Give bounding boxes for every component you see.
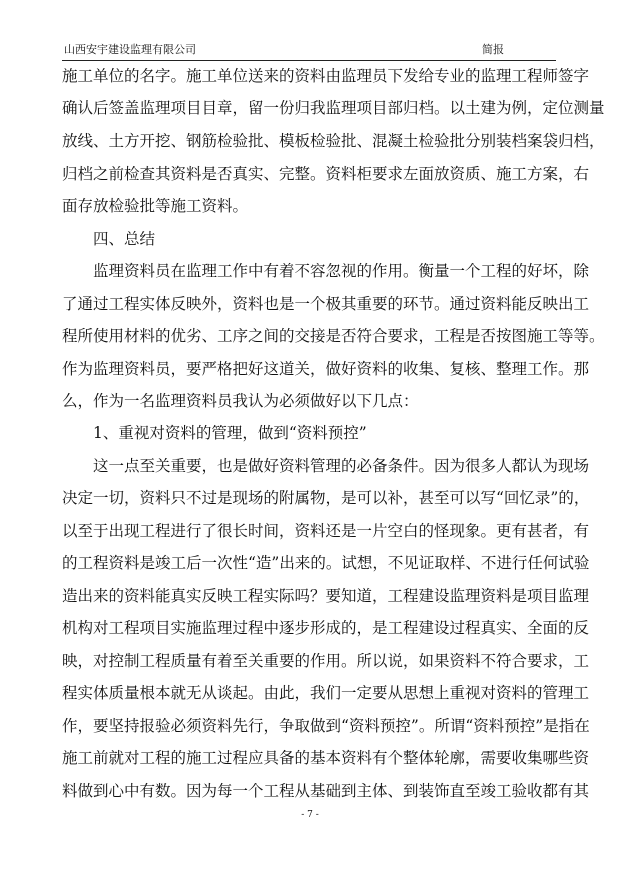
text-line: 的工程资料是竣工后一次性“造”出来的。试想，不见证取样、不进行任何试验 <box>62 554 590 572</box>
text-line: 么，作为一名监理资料员我认为必须做好以下几点： <box>62 392 419 410</box>
text-line: 确认后签盖监理项目目章，留一份归我监理项目部归档。以土建为例，定位测量 <box>62 99 605 117</box>
text-line: 作，要坚持报验必须资料先行，争取做到“资料预控”。所谓“资料预控”是指在 <box>62 717 590 735</box>
text-line: 放线、土方开挖、钢筋检验批、模板检验批、混凝土检验批分别装档案袋归档， <box>62 132 605 150</box>
text-line: 以至于出现工程进行了很长时间，资料还是一片空白的怪现象。更有甚者，有 <box>62 522 590 540</box>
company-name: 山西安宇建设监理有限公司 <box>64 43 196 56</box>
text-line: 归档之前检查其资料是否真实、完整。资料柜要求左面放资质、施工方案，右 <box>62 165 590 183</box>
text-line: 了通过工程实体反映外，资料也是一个极其重要的环节。通过资料能反映出工 <box>62 295 590 313</box>
text-line: 造出来的资料能真实反映工程实际吗？要知道，工程建设监理资料是项目监理 <box>62 587 590 605</box>
text-line: 决定一切，资料只不过是现场的附属物，是可以补，甚至可以写“回忆录”的， <box>62 489 590 507</box>
text-line: 映，对控制工程质量有着至关重要的作用。所以说，如果资料不符合要求，工 <box>62 652 590 670</box>
page-number: - 7 - <box>301 810 319 820</box>
text-line: 料做到心中有数。因为每一个工程从基础到主体、到装饰直至竣工验收都有其 <box>62 782 590 800</box>
text-line: 施工单位的名字。施工单位送来的资料由监理员下发给专业的监理工程师签字 <box>62 67 590 85</box>
text-line: 程实体质量根本就无从谈起。由此，我们一定要从思想上重视对资料的管理工 <box>62 684 590 702</box>
page-header <box>62 40 556 61</box>
text-line: 监理资料员在监理工作中有着不容忽视的作用。衡量一个工程的好坏，除 <box>93 262 590 280</box>
section-heading: 四、总结 <box>93 230 156 248</box>
text-line: 程所使用材料的优劣、工序之间的交接是否符合要求，工程是否按图施工等等。 <box>62 327 605 345</box>
text-line: 作为监理资料员，要严格把好这道关，做好资料的收集、复核、整理工作。那 <box>62 360 590 378</box>
subsection-heading: 1、重视对资料的管理，做到“资料预控” <box>93 424 367 442</box>
text-line: 施工前就对工程的施工过程应具备的基本资料有个整体轮廓，需要收集哪些资 <box>62 749 590 767</box>
text-line: 这一点至关重要，也是做好资料管理的必备条件。因为很多人都认为现场 <box>93 457 590 475</box>
text-line: 面存放检验批等施工资料。 <box>62 197 249 215</box>
text-line: 机构对工程项目实施监理过程中逐步形成的，是工程建设过程真实、全面的反 <box>62 619 590 637</box>
header-title: 简报 <box>482 43 504 56</box>
